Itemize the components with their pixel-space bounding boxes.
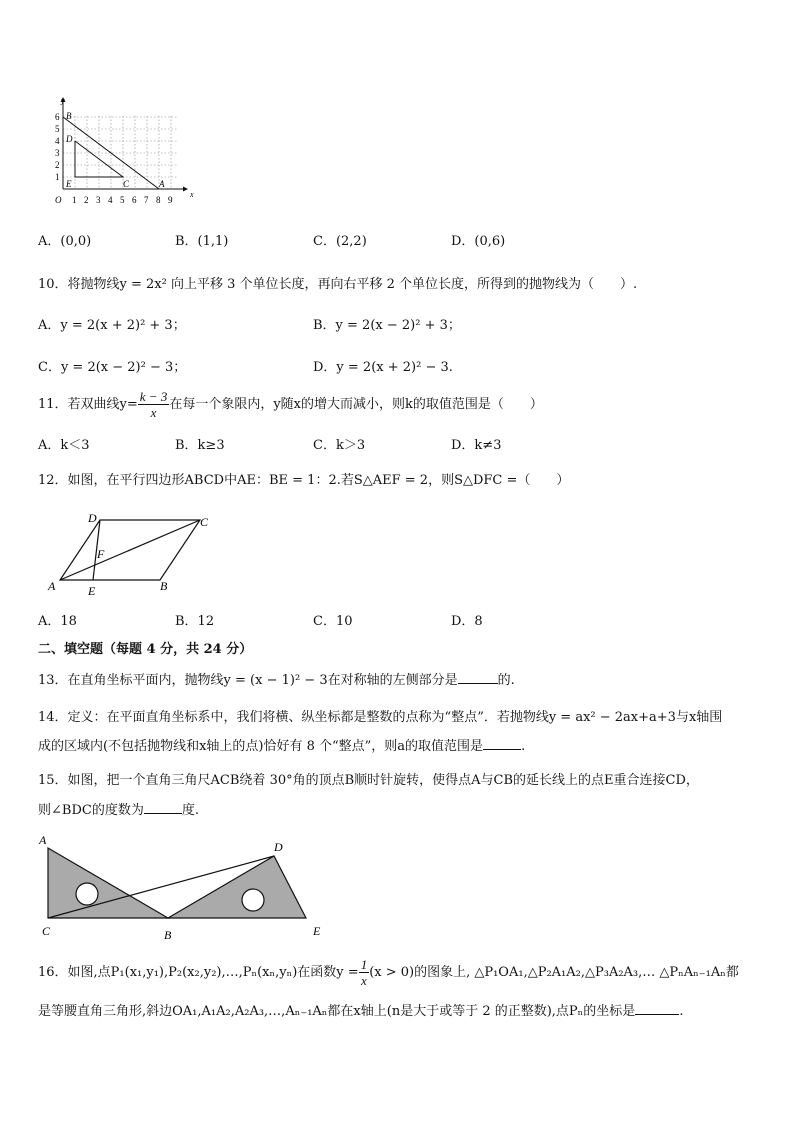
q14-line1: 14．定义：在平面直角坐标系中，我们将横、纵坐标都是整数的点称为“整点”．若抛物线y = ax² − 2ax+a+3与x轴围 bbox=[38, 710, 723, 725]
q12-parallelogram-figure bbox=[40, 508, 230, 600]
svg-text:4: 4 bbox=[55, 136, 60, 146]
svg-text:E: E bbox=[313, 924, 321, 938]
q12-option-a: A．18 bbox=[38, 614, 77, 629]
q15-line2-pre: 则∠BDC的度数为 bbox=[38, 803, 144, 818]
svg-text:6: 6 bbox=[55, 112, 60, 122]
q16-line2-post: . bbox=[679, 1004, 684, 1019]
q9-option-c: C．(2,2) bbox=[313, 234, 367, 249]
q13-stem-post: 的. bbox=[497, 673, 515, 688]
q11-option-c: C．k＞3 bbox=[313, 438, 366, 453]
svg-text:8: 8 bbox=[156, 195, 161, 205]
q12-option-d: D．8 bbox=[451, 614, 483, 629]
svg-text:A: A bbox=[48, 579, 56, 593]
svg-text:B: B bbox=[160, 579, 168, 593]
q11-stem bbox=[38, 389, 543, 420]
q11-option-a: A．k＜3 bbox=[38, 438, 90, 453]
q16-frac-num: 1 bbox=[360, 957, 368, 972]
q13-stem bbox=[38, 672, 515, 690]
q10-option-c: C．y = 2(x − 2)² − 3； bbox=[38, 360, 187, 375]
svg-text:2: 2 bbox=[55, 160, 60, 170]
svg-text:A: A bbox=[39, 833, 47, 847]
q14-line2-pre: 成的区域内(不包括抛物线和x轴上的点)恰好有 8 个“整点”，则a的取值范围是 bbox=[38, 739, 484, 754]
q14-answer-blank[interactable] bbox=[483, 749, 521, 750]
svg-text:F: F bbox=[97, 547, 105, 561]
svg-text:1: 1 bbox=[55, 172, 60, 182]
svg-text:1: 1 bbox=[72, 195, 77, 205]
q15-answer-blank[interactable] bbox=[144, 813, 182, 814]
q11-option-d: D．k≠3 bbox=[451, 438, 502, 453]
q14-line2-post: . bbox=[521, 739, 526, 754]
svg-text:C: C bbox=[42, 924, 51, 938]
q11-frac-num: k − 3 bbox=[139, 389, 168, 404]
svg-text:3: 3 bbox=[55, 148, 60, 158]
svg-text:2: 2 bbox=[84, 195, 89, 205]
q13-answer-blank[interactable] bbox=[458, 683, 498, 684]
svg-text:5: 5 bbox=[120, 195, 125, 205]
q16-fraction bbox=[359, 957, 370, 988]
svg-text:D: D bbox=[66, 134, 73, 144]
q14-line2 bbox=[38, 738, 525, 756]
q16-line1-post: (x > 0)的图象上, △P₁OA₁,△P₂A₁A₂,△P₃A₂A₃,… △PₙAₙ₋₁Aₙ都 bbox=[369, 965, 739, 980]
q9-grid-graph bbox=[38, 92, 198, 210]
q16-answer-blank[interactable] bbox=[635, 1014, 679, 1015]
q16-line2-pre: 是等腰直角三角形,斜边OA₁,A₁A₂,A₂A₃,…,Aₙ₋₁Aₙ都在x轴上(n是大于或等于 2 的正整数),点Pₙ的坐标是 bbox=[38, 1004, 636, 1019]
svg-text:D: D bbox=[274, 840, 283, 854]
svg-text:D: D bbox=[88, 511, 97, 525]
q9-option-d: D．(0,6) bbox=[451, 234, 506, 249]
svg-text:C: C bbox=[123, 179, 130, 189]
q12-option-b: B．12 bbox=[175, 614, 215, 629]
q16-line1 bbox=[38, 957, 739, 988]
q15-line1: 15．如图，把一个直角三角尺ACB绕着 30°角的顶点B顺时针旋转，使得点A与CB的延长线上的点E重合连接CD， bbox=[38, 773, 699, 788]
q15-triangle-ruler-figure bbox=[36, 832, 336, 944]
q12-option-c: C．10 bbox=[313, 614, 353, 629]
svg-text:E: E bbox=[66, 179, 72, 189]
q11-option-b: B．k≥3 bbox=[175, 438, 225, 453]
svg-text:4: 4 bbox=[108, 195, 113, 205]
svg-text:x: x bbox=[190, 190, 194, 199]
q10-option-b: B．y = 2(x − 2)² + 3； bbox=[313, 318, 461, 333]
q9-option-b: B．(1,1) bbox=[175, 234, 229, 249]
svg-text:C: C bbox=[200, 515, 209, 529]
q16-line1-pre: 16．如图,点P₁(x₁,y₁),P₂(x₂,y₂),…,Pₙ(xₙ,yₙ)在函数y = bbox=[38, 965, 359, 980]
q15-line2 bbox=[38, 802, 199, 820]
q16-line2 bbox=[38, 1003, 683, 1021]
svg-text:5: 5 bbox=[55, 124, 60, 134]
q10-option-a: A．y = 2(x + 2)² + 3； bbox=[38, 318, 186, 333]
q11-stem-post: 在每一个象限内，y随x的增大而减小，则k的取值范围是（ ） bbox=[169, 397, 543, 412]
q13-stem-pre: 13．在直角坐标平面内，抛物线y = (x − 1)² − 3在对称轴的左侧部分是 bbox=[38, 673, 458, 688]
q9-option-a: A．(0,0) bbox=[38, 234, 92, 249]
q11-frac-den: x bbox=[150, 405, 157, 420]
svg-text:7: 7 bbox=[144, 195, 149, 205]
q11-stem-pre: 11．若双曲线y= bbox=[38, 397, 138, 412]
svg-text:O: O bbox=[55, 195, 62, 205]
q16-frac-den: x bbox=[361, 973, 367, 988]
q10-option-d: D．y = 2(x + 2)² − 3. bbox=[313, 360, 453, 375]
svg-text:9: 9 bbox=[168, 195, 173, 205]
svg-text:6: 6 bbox=[132, 195, 137, 205]
q12-stem: 12．如图，在平行四边形ABCD中AE：BE = 1：2.若S△AEF = 2，则S△DFC =（ ） bbox=[38, 473, 570, 488]
svg-text:B: B bbox=[66, 111, 72, 121]
svg-text:3: 3 bbox=[96, 195, 101, 205]
q11-fraction bbox=[138, 389, 170, 420]
q15-line2-post: 度. bbox=[181, 803, 199, 818]
svg-text:y: y bbox=[61, 96, 65, 105]
section2-title: 二、填空题（每题 4 分，共 24 分） bbox=[38, 642, 253, 657]
svg-text:B: B bbox=[164, 928, 172, 942]
svg-text:A: A bbox=[159, 179, 165, 189]
svg-text:E: E bbox=[88, 584, 96, 598]
q10-stem: 10．将抛物线y = 2x² 向上平移 3 个单位长度，再向右平移 2 个单位长度，所得到的抛物线为（ ）. bbox=[38, 277, 638, 292]
